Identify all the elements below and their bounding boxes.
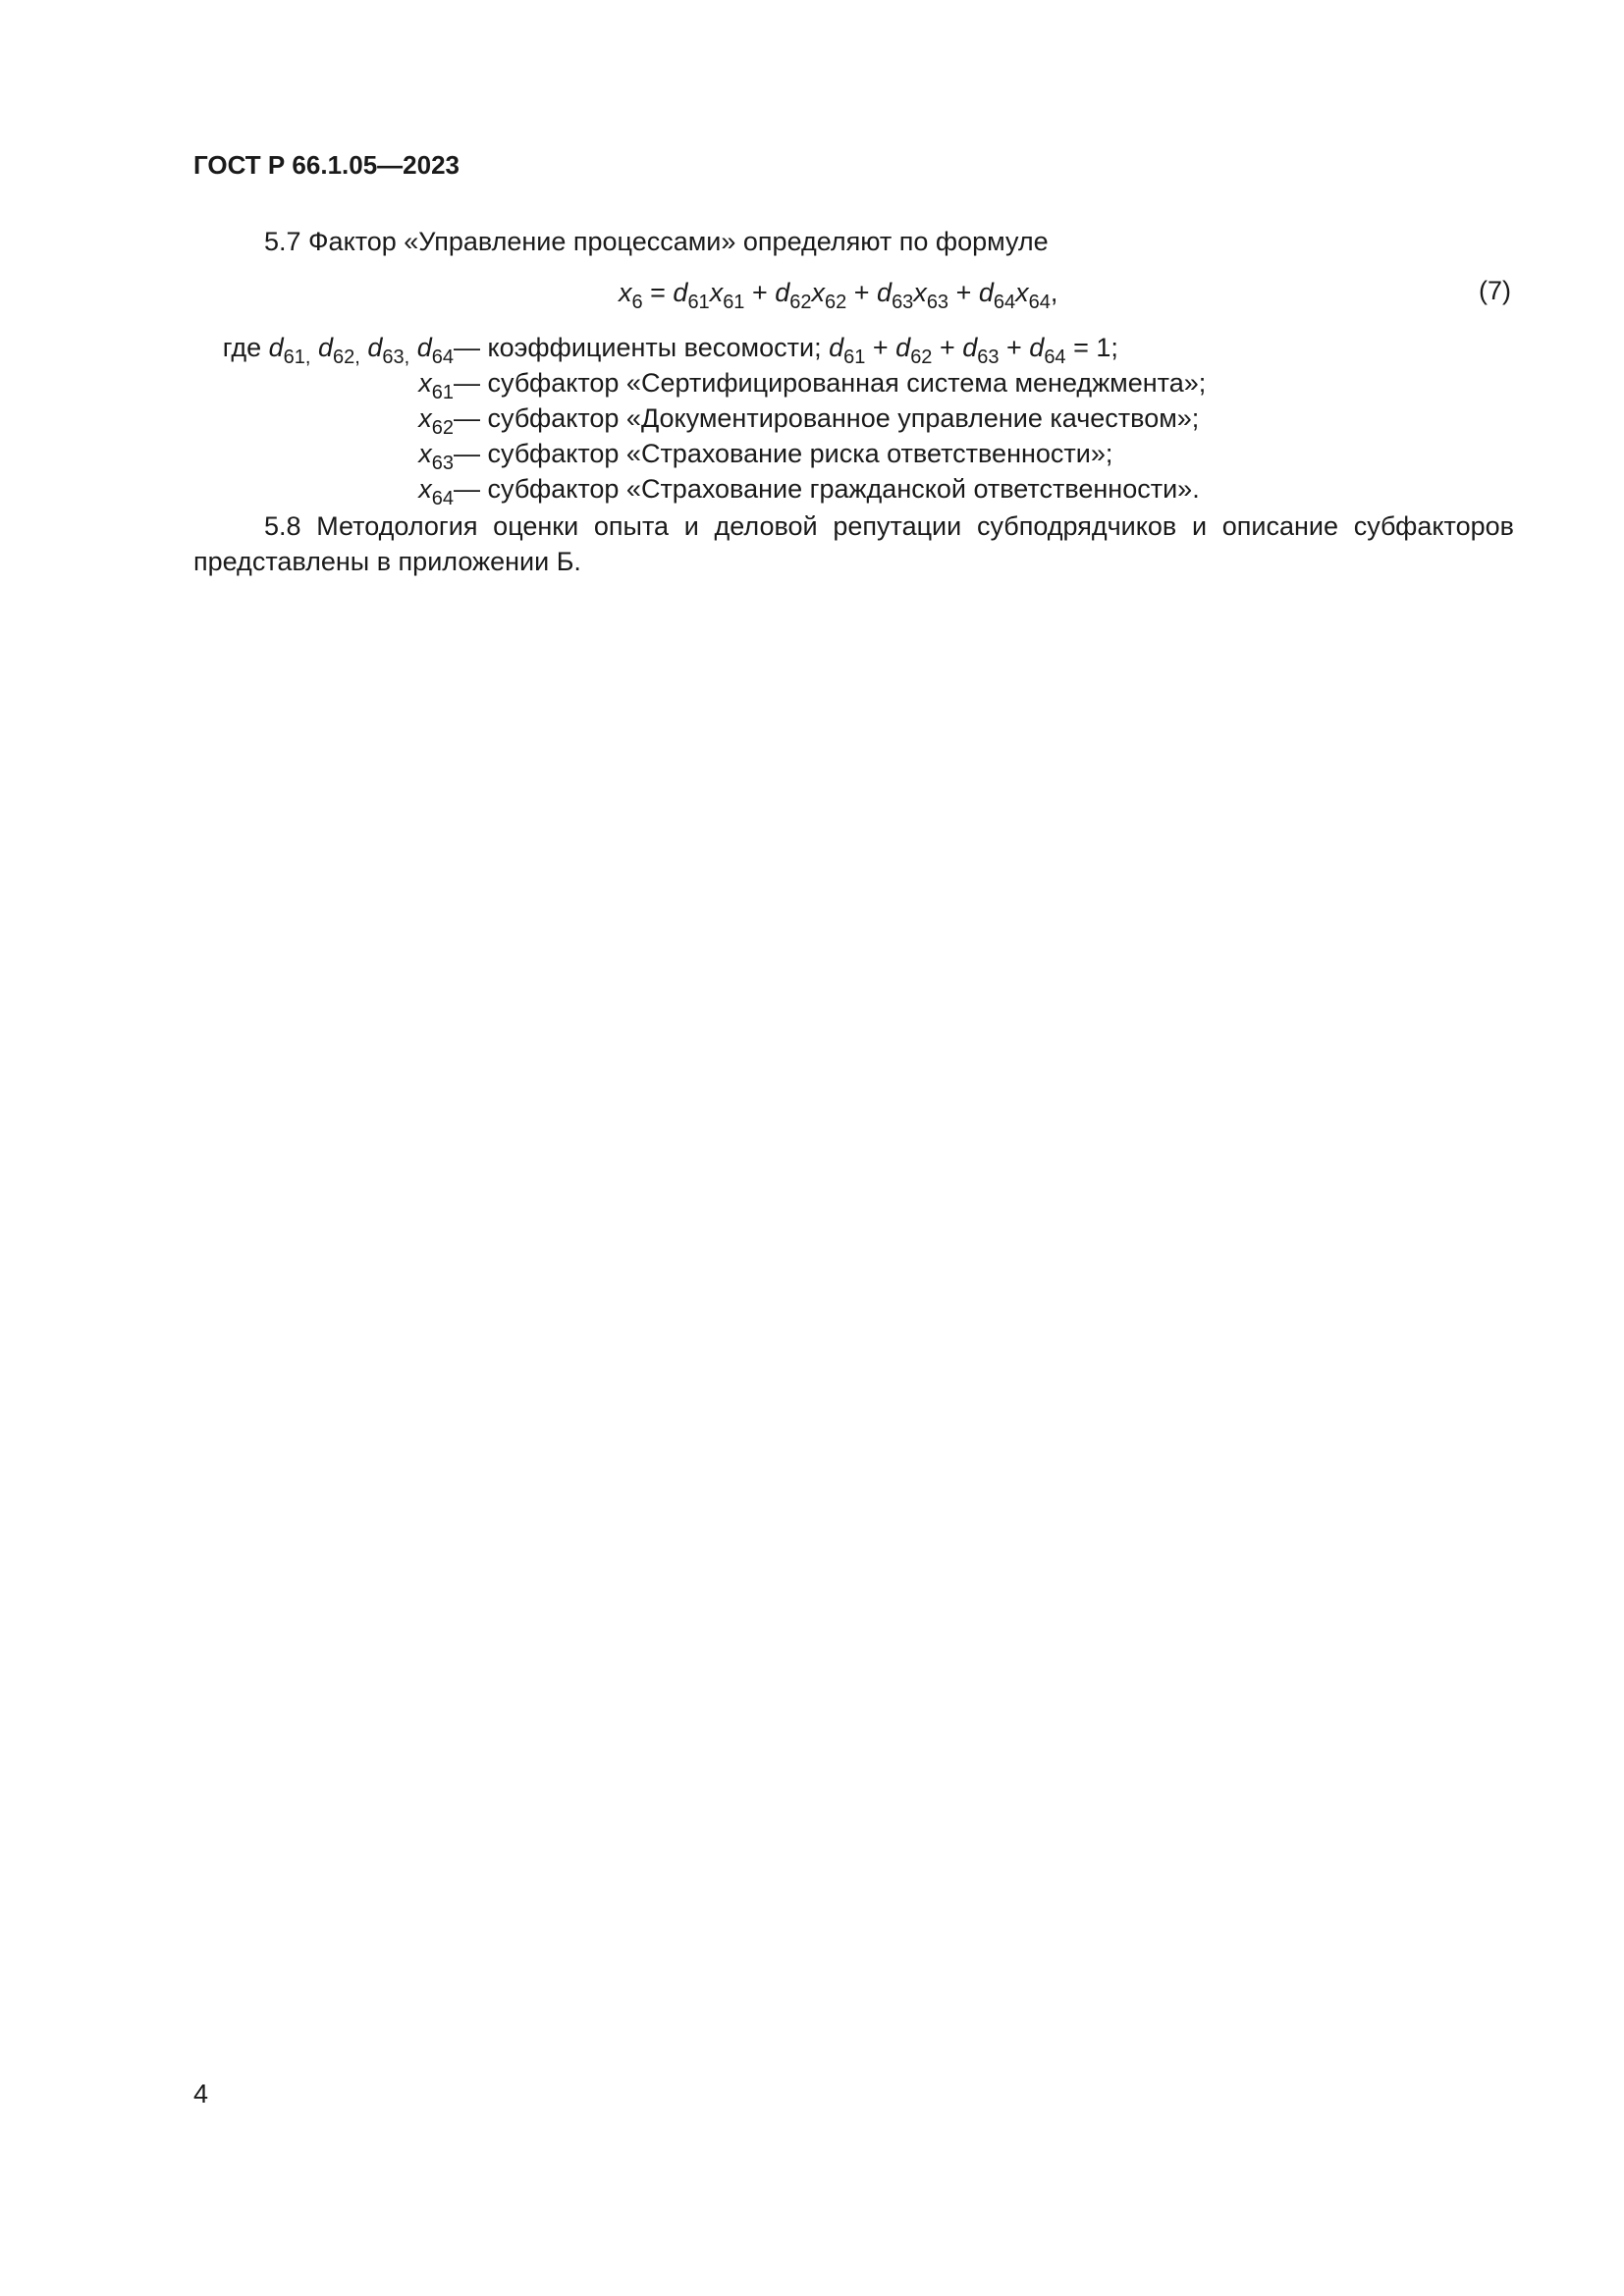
page-number: 4 bbox=[193, 2079, 209, 2109]
where-row-x63 bbox=[193, 436, 1514, 474]
where-term-x62: $x_{62}$ bbox=[418, 403, 454, 439]
where-term-x61: $x_{61}$ bbox=[418, 368, 454, 403]
where-row-x62 bbox=[193, 400, 1514, 439]
where-definition-x64: — субфактор «Страхование гражданской ответственности». bbox=[454, 474, 1200, 504]
formula-number: (7) bbox=[1479, 276, 1511, 305]
where-row-coefficients bbox=[193, 330, 1514, 368]
document-header: ГОСТ Р 66.1.05—2023 bbox=[193, 150, 460, 180]
where-term-coefficients: где $d_{61,}$ $d_{62,}$ $d_{63,}$ $d_{64}$ bbox=[222, 333, 454, 368]
where-row-x64 bbox=[193, 471, 1514, 507]
where-definition-coefficients: — коэффициенты весомости; $d_{61} + d_{62} + d_{63} + d_{64} = 1$; bbox=[454, 333, 1118, 368]
section-5-8-line-2: представлены в приложении Б. bbox=[193, 547, 581, 576]
section-5-8-line-1: 5.8 Методология оценки опыта и деловой репутации субподрядчиков и описание субфакторов bbox=[264, 511, 1514, 541]
where-definition-x61: — субфактор «Сертифицированная система менеджмента»; bbox=[454, 368, 1207, 398]
formula-7: $x_6 = d_{61}x_{61} + d_{62}x_{62} + d_{63}x_{63} + d_{64}x_{64}$, bbox=[619, 278, 1058, 313]
where-definition-x63: — субфактор «Страхование риска ответственности»; bbox=[454, 439, 1113, 468]
section-5-7-paragraph: 5.7 Фактор «Управление процессами» определяют по формуле bbox=[264, 227, 1049, 256]
where-term-x63: $x_{63}$ bbox=[418, 439, 454, 474]
where-definition-x62: — субфактор «Документированное управление качеством»; bbox=[454, 403, 1200, 433]
where-term-x64: $x_{64}$ bbox=[418, 474, 454, 509]
where-row-x61 bbox=[193, 365, 1514, 403]
